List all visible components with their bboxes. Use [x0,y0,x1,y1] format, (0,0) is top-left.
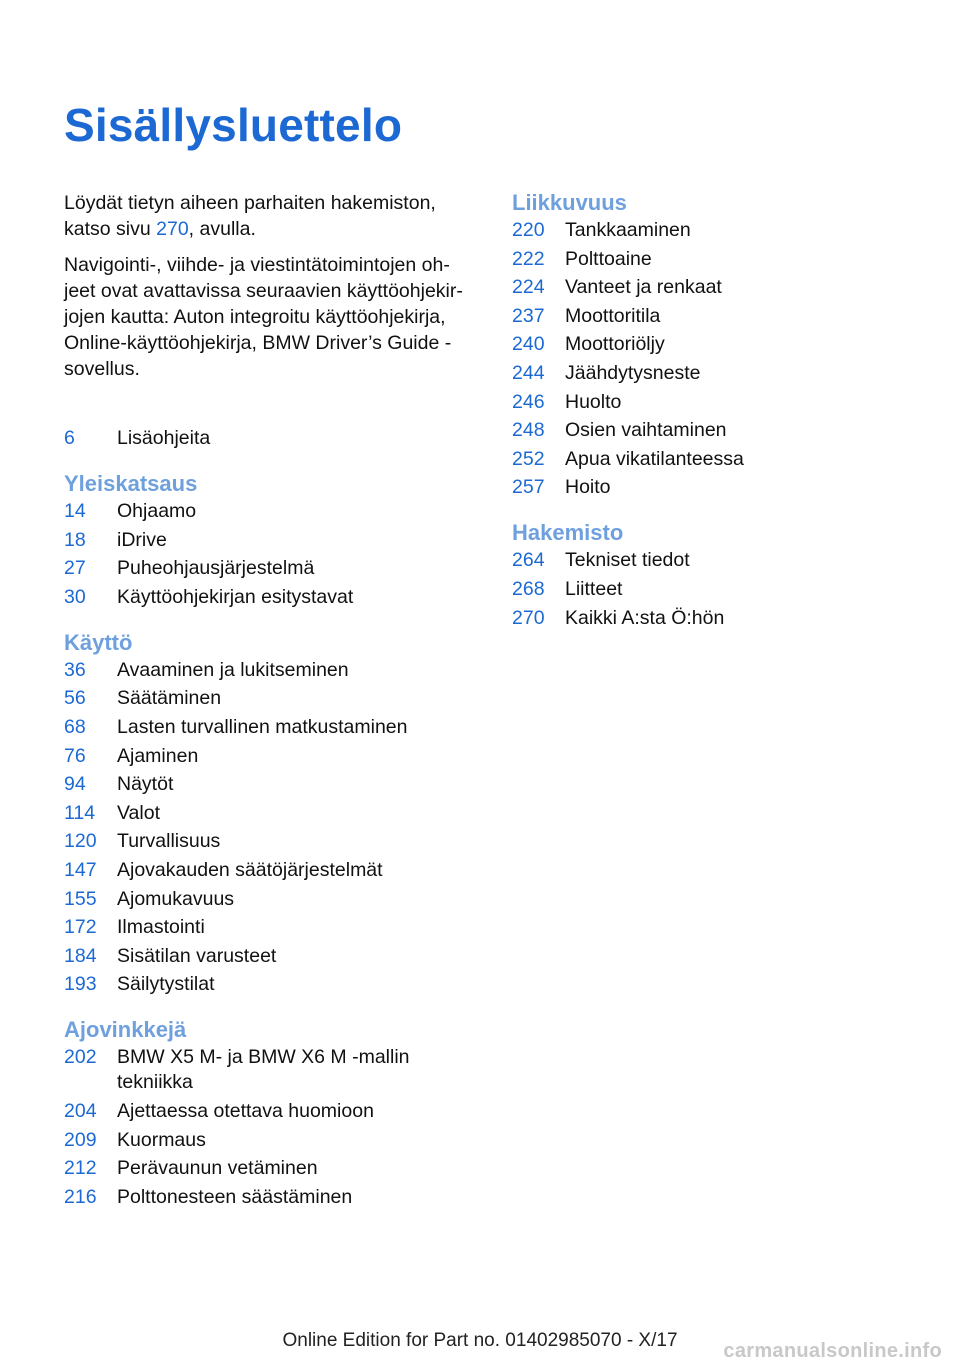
toc-entry-label: Moottoriöljy [565,333,665,356]
toc-entry[interactable] [512,361,912,386]
toc-entry[interactable] [512,475,912,500]
toc-entry[interactable] [512,247,912,272]
toc-page-number[interactable]: 6 [64,427,75,449]
index-page-link[interactable]: 270 [156,218,189,240]
toc-entry-label: Moottoritila [565,304,661,327]
toc-entry-label: Säilytystilat [117,973,215,996]
toc-section-heading: Ajovinkkejä [64,1017,187,1043]
toc-entry[interactable] [512,447,912,472]
toc-entry[interactable] [512,548,912,573]
toc-entry[interactable] [512,332,912,357]
toc-entry[interactable] [64,829,464,854]
toc-page-number[interactable]: 18 [64,528,86,551]
toc-section [512,188,912,500]
toc-entry-label: Ilmastointi [117,916,205,939]
toc-entry[interactable] [64,585,464,610]
toc-page-number[interactable]: 264 [512,549,545,572]
toc-page-number[interactable]: 270 [512,606,545,629]
toc-section [512,518,912,630]
toc-page-number[interactable]: 36 [64,658,86,681]
toc-page-number[interactable]: 184 [64,944,97,967]
intro-paragraph-1 [64,190,474,242]
toc-entry-label: Ohjaamo [117,500,197,522]
toc-page-number[interactable]: 224 [512,276,545,299]
toc-section-heading: Yleiskatsaus [64,471,198,496]
toc-entry-label: Perävaunun vetäminen [117,1157,318,1180]
toc-entry-label: Polttonesteen säästäminen [117,1185,353,1208]
toc-page-number[interactable]: 202 [64,1046,97,1069]
toc-page-number[interactable]: 222 [512,247,545,270]
toc-entry[interactable] [64,944,464,969]
toc-entry-label: Lisäohjeita [117,427,211,449]
toc-entry-label: Hoito [565,476,611,499]
toc-page-number[interactable]: 120 [64,830,97,853]
toc-entry[interactable] [64,1128,464,1153]
toc-page-number[interactable]: 209 [64,1128,97,1151]
toc-entry-label: Polttoaine [565,247,652,270]
toc-entry[interactable] [512,606,912,631]
toc-right-column [512,188,912,649]
toc-entry-label: Ajovakauden säätöjärjestelmät [117,858,383,881]
toc-entry-label: iDrive [117,528,167,551]
toc-entry-label: BMW X5 M- ja BMW X6 M -mallin tekniikka [117,1046,410,1094]
toc-page-number[interactable]: 56 [64,687,86,710]
toc-page-number[interactable]: 76 [64,744,86,767]
toc-entry-label: Avaaminen ja lukitseminen [117,658,349,681]
toc-entry-label: Kuormaus [117,1128,206,1151]
toc-page-number[interactable]: 193 [64,973,97,996]
toc-page-number[interactable]: 240 [512,333,545,356]
toc-entry[interactable] [64,1156,464,1181]
footer-edition: Online Edition for Part no. 01402985070 - X/17 [282,1330,678,1351]
toc-entry-label: Turvallisuus [117,830,221,853]
toc-entry[interactable] [512,577,912,602]
toc-page-number[interactable]: 244 [512,361,545,384]
toc-page-number[interactable]: 216 [64,1185,97,1208]
toc-entry-label: Ajomukavuus [117,887,235,910]
toc-page-number[interactable]: 68 [64,715,86,738]
toc-section [64,469,464,610]
toc-page-number[interactable]: 204 [64,1099,97,1122]
toc-entry-label: Sisätilan varusteet [117,944,277,967]
toc-entry[interactable] [512,390,912,415]
toc-entry[interactable] [64,1045,464,1095]
toc-entry[interactable] [512,218,912,243]
toc-entry-label: Vanteet ja renkaat [565,276,722,299]
toc-page-number[interactable]: 14 [64,500,86,522]
toc-page-number[interactable]: 114 [64,801,96,824]
toc-entry-label: Tekniset tiedot [565,549,690,572]
toc-section-heading: Liikkuvuus [512,190,627,215]
toc-entry-label: Näytöt [117,773,174,796]
toc-entry[interactable] [512,418,912,443]
toc-entry[interactable] [64,858,464,883]
toc-entry-label: Kaikki A:sta Ö:hön [565,606,725,629]
toc-entry-label: Ajaminen [117,744,199,767]
toc-page-number[interactable]: 94 [64,773,86,796]
toc-page-number[interactable]: 27 [64,557,86,580]
toc-section [64,1015,464,1209]
toc-page-number[interactable]: 257 [512,476,545,499]
toc-entry[interactable] [64,499,464,524]
toc-entry[interactable] [64,658,464,683]
intro-paragraph-2: Navigointi-, viihde- ja viestintätoimintojen ohjeet ovat avattavissa seuraavien käyttöohjekirjojen kautta: Auton integroitu käyttöohjekirja, Online-käyttöohjekirja, BMW Driver’s Guide -sovellus. [64,254,463,380]
toc-page-number[interactable]: 220 [512,219,545,241]
toc-page-number[interactable]: 155 [64,887,97,910]
toc-entry-label: Ajettaessa otettava huomioon [117,1099,374,1122]
toc-page-number[interactable]: 252 [512,447,545,470]
toc-entry-label: Puheohjausjärjestelmä [117,557,315,580]
toc-entry[interactable] [64,887,464,912]
toc-entry[interactable] [512,304,912,329]
toc-entry-label: Jäähdytysneste [565,361,701,384]
toc-entry-label: Säätäminen [117,687,222,710]
toc-entry-label: Käyttöohjekirjan esitystavat [117,585,354,608]
intro-text-after-link: , avulla. [188,218,256,240]
intro-text [64,190,474,392]
page-title: Sisällysluettelo [64,99,403,151]
toc-entry[interactable] [64,715,464,740]
watermark: carmanualsonline.info [723,1340,942,1362]
toc-entry[interactable] [64,801,464,826]
toc-entry-label: Huolto [565,390,622,413]
toc-entry[interactable] [64,972,464,997]
toc-entry[interactable] [64,915,464,940]
toc-entry-label: Tankkaaminen [565,219,691,241]
toc-page-number[interactable]: 30 [64,585,86,608]
intro-text-before-link: Löydät tietyn aiheen parhaiten hakemiston, katso sivu [64,192,436,240]
toc-entry-label: Lasten turvallinen matkustaminen [117,715,408,738]
toc-top-entry-group [64,426,464,451]
toc-page-number[interactable]: 147 [64,858,97,881]
toc-page-number[interactable]: 172 [64,916,97,939]
toc-entry-label: Osien vaihtaminen [565,419,727,442]
toc-entry-label: Liitteet [565,577,623,600]
toc-page-number[interactable]: 248 [512,419,545,442]
toc-entry[interactable] [64,744,464,769]
toc-entry[interactable] [512,275,912,300]
toc-page-number[interactable]: 246 [512,390,545,413]
toc-entry[interactable] [64,772,464,797]
toc-page-number[interactable]: 237 [512,304,545,327]
toc-page-number[interactable]: 212 [64,1157,97,1180]
toc-section-heading: Käyttö [64,629,133,655]
toc-entry[interactable] [64,528,464,553]
toc-entry[interactable] [64,686,464,711]
toc-entry-label: Valot [117,801,160,824]
toc-section-heading: Hakemisto [512,520,624,546]
toc-page-number[interactable]: 268 [512,577,545,600]
toc-entry[interactable] [64,426,464,451]
toc-section [64,628,464,998]
toc-left-column [64,426,464,1228]
toc-entry[interactable] [64,1099,464,1124]
toc-entry[interactable] [64,556,464,581]
toc-entry-label: Apua vikatilanteessa [565,447,744,470]
toc-entry[interactable] [64,1185,464,1210]
